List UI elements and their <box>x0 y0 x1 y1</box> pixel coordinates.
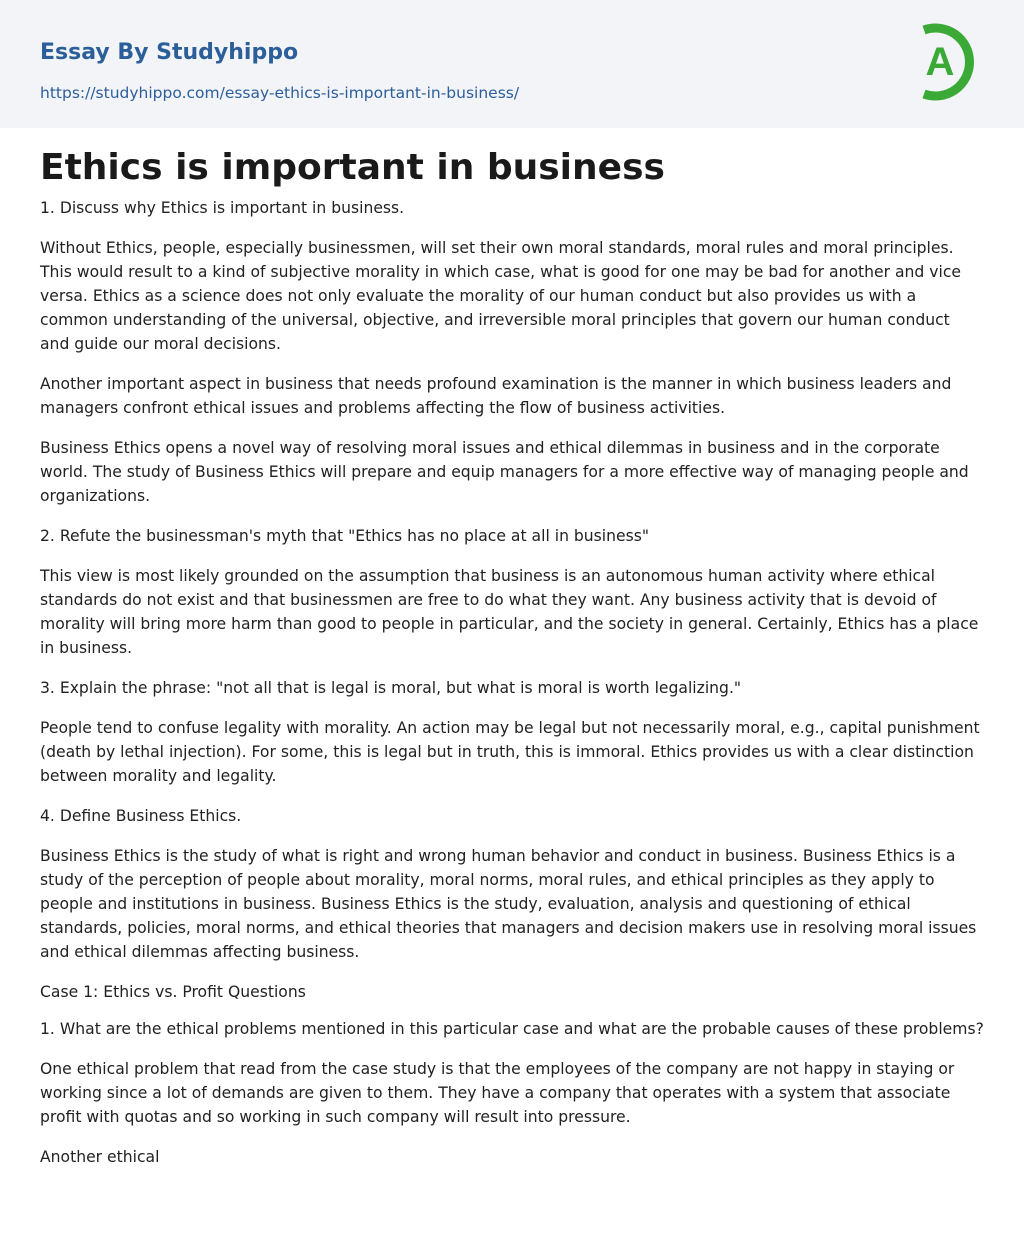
question-3: 3. Explain the phrase: "not all that is legal is moral, but what is moral is worth legalizing." <box>40 679 742 697</box>
paragraph: One ethical problem that read from the case study is that the employees of the company are not happy in staying or working since a lot of demands are given to them. They have a company that operates with a system that associate profit with quotas and so working in such company will result into pressure. <box>40 1060 955 1126</box>
paragraph: People tend to confuse legality with morality. An action may be legal but not necessarily moral, e.g., capital punishment (death by lethal injection). For some, this is legal but in truth, this is immoral. Ethics provides us with a clear distinction between morality and legality. <box>40 719 980 785</box>
case-heading: Case 1: Ethics vs. Profit Questions <box>40 983 306 1001</box>
paragraph-truncated: Another ethical <box>40 1148 160 1166</box>
paragraph: This view is most likely grounded on the assumption that business is an autonomous human activity where ethical standards do not exist and that businessmen are free to do what they want. Any business activity that is devoid of morality will bring more harm than good to people in particular, and the society in general. Certainly, Ethics has a place in business. <box>40 567 979 657</box>
site-brand[interactable]: Essay By Studyhippo <box>40 40 299 65</box>
article-body <box>0 128 1024 1169</box>
paragraph: Without Ethics, people, especially businessmen, will set their own moral standards, moral rules and moral principles. This would result to a kind of subjective morality in which case, what is good for one may be bad for another and vice versa. Ethics as a science does not only evaluate the morality of our human conduct but also provides us with a common understanding of the universal, objective, and irreversible moral principles that govern our human conduct and guide our moral decisions. <box>40 239 962 353</box>
question-1: 1. Discuss why Ethics is important in business. <box>40 199 405 217</box>
case-question-1: 1. What are the ethical problems mentioned in this particular case and what are the probable causes of these problems? <box>40 1020 984 1038</box>
question-2: 2. Refute the businessman's myth that "Ethics has no place at all in business" <box>40 527 650 545</box>
paragraph: Another important aspect in business that needs profound examination is the manner in which business leaders and managers confront ethical issues and problems affecting the flow of business activities. <box>40 375 952 417</box>
logo-letter: A <box>925 40 955 84</box>
paragraph: Business Ethics is the study of what is right and wrong human behavior and conduct in business. Business Ethics is a study of the perception of people about morality, moral norms, moral rules, and ethical principles as they apply to people and institutions in business. Business Ethics is the study, evaluation, analysis and questioning of ethical standards, policies, moral norms, and ethical theories that managers and decision makers use in resolving moral issues and ethical dilemmas affecting business. <box>40 847 977 961</box>
studyhippo-logo-icon[interactable] <box>910 18 988 106</box>
essay-url-link[interactable]: https://studyhippo.com/essay-ethics-is-important-in-business/ <box>40 84 520 102</box>
article-title: Ethics is important in business <box>40 147 665 188</box>
site-header <box>0 0 1024 128</box>
question-4: 4. Define Business Ethics. <box>40 807 242 825</box>
paragraph: Business Ethics opens a novel way of resolving moral issues and ethical dilemmas in business and in the corporate world. The study of Business Ethics will prepare and equip managers for a more effective way of managing people and organizations. <box>40 439 969 505</box>
